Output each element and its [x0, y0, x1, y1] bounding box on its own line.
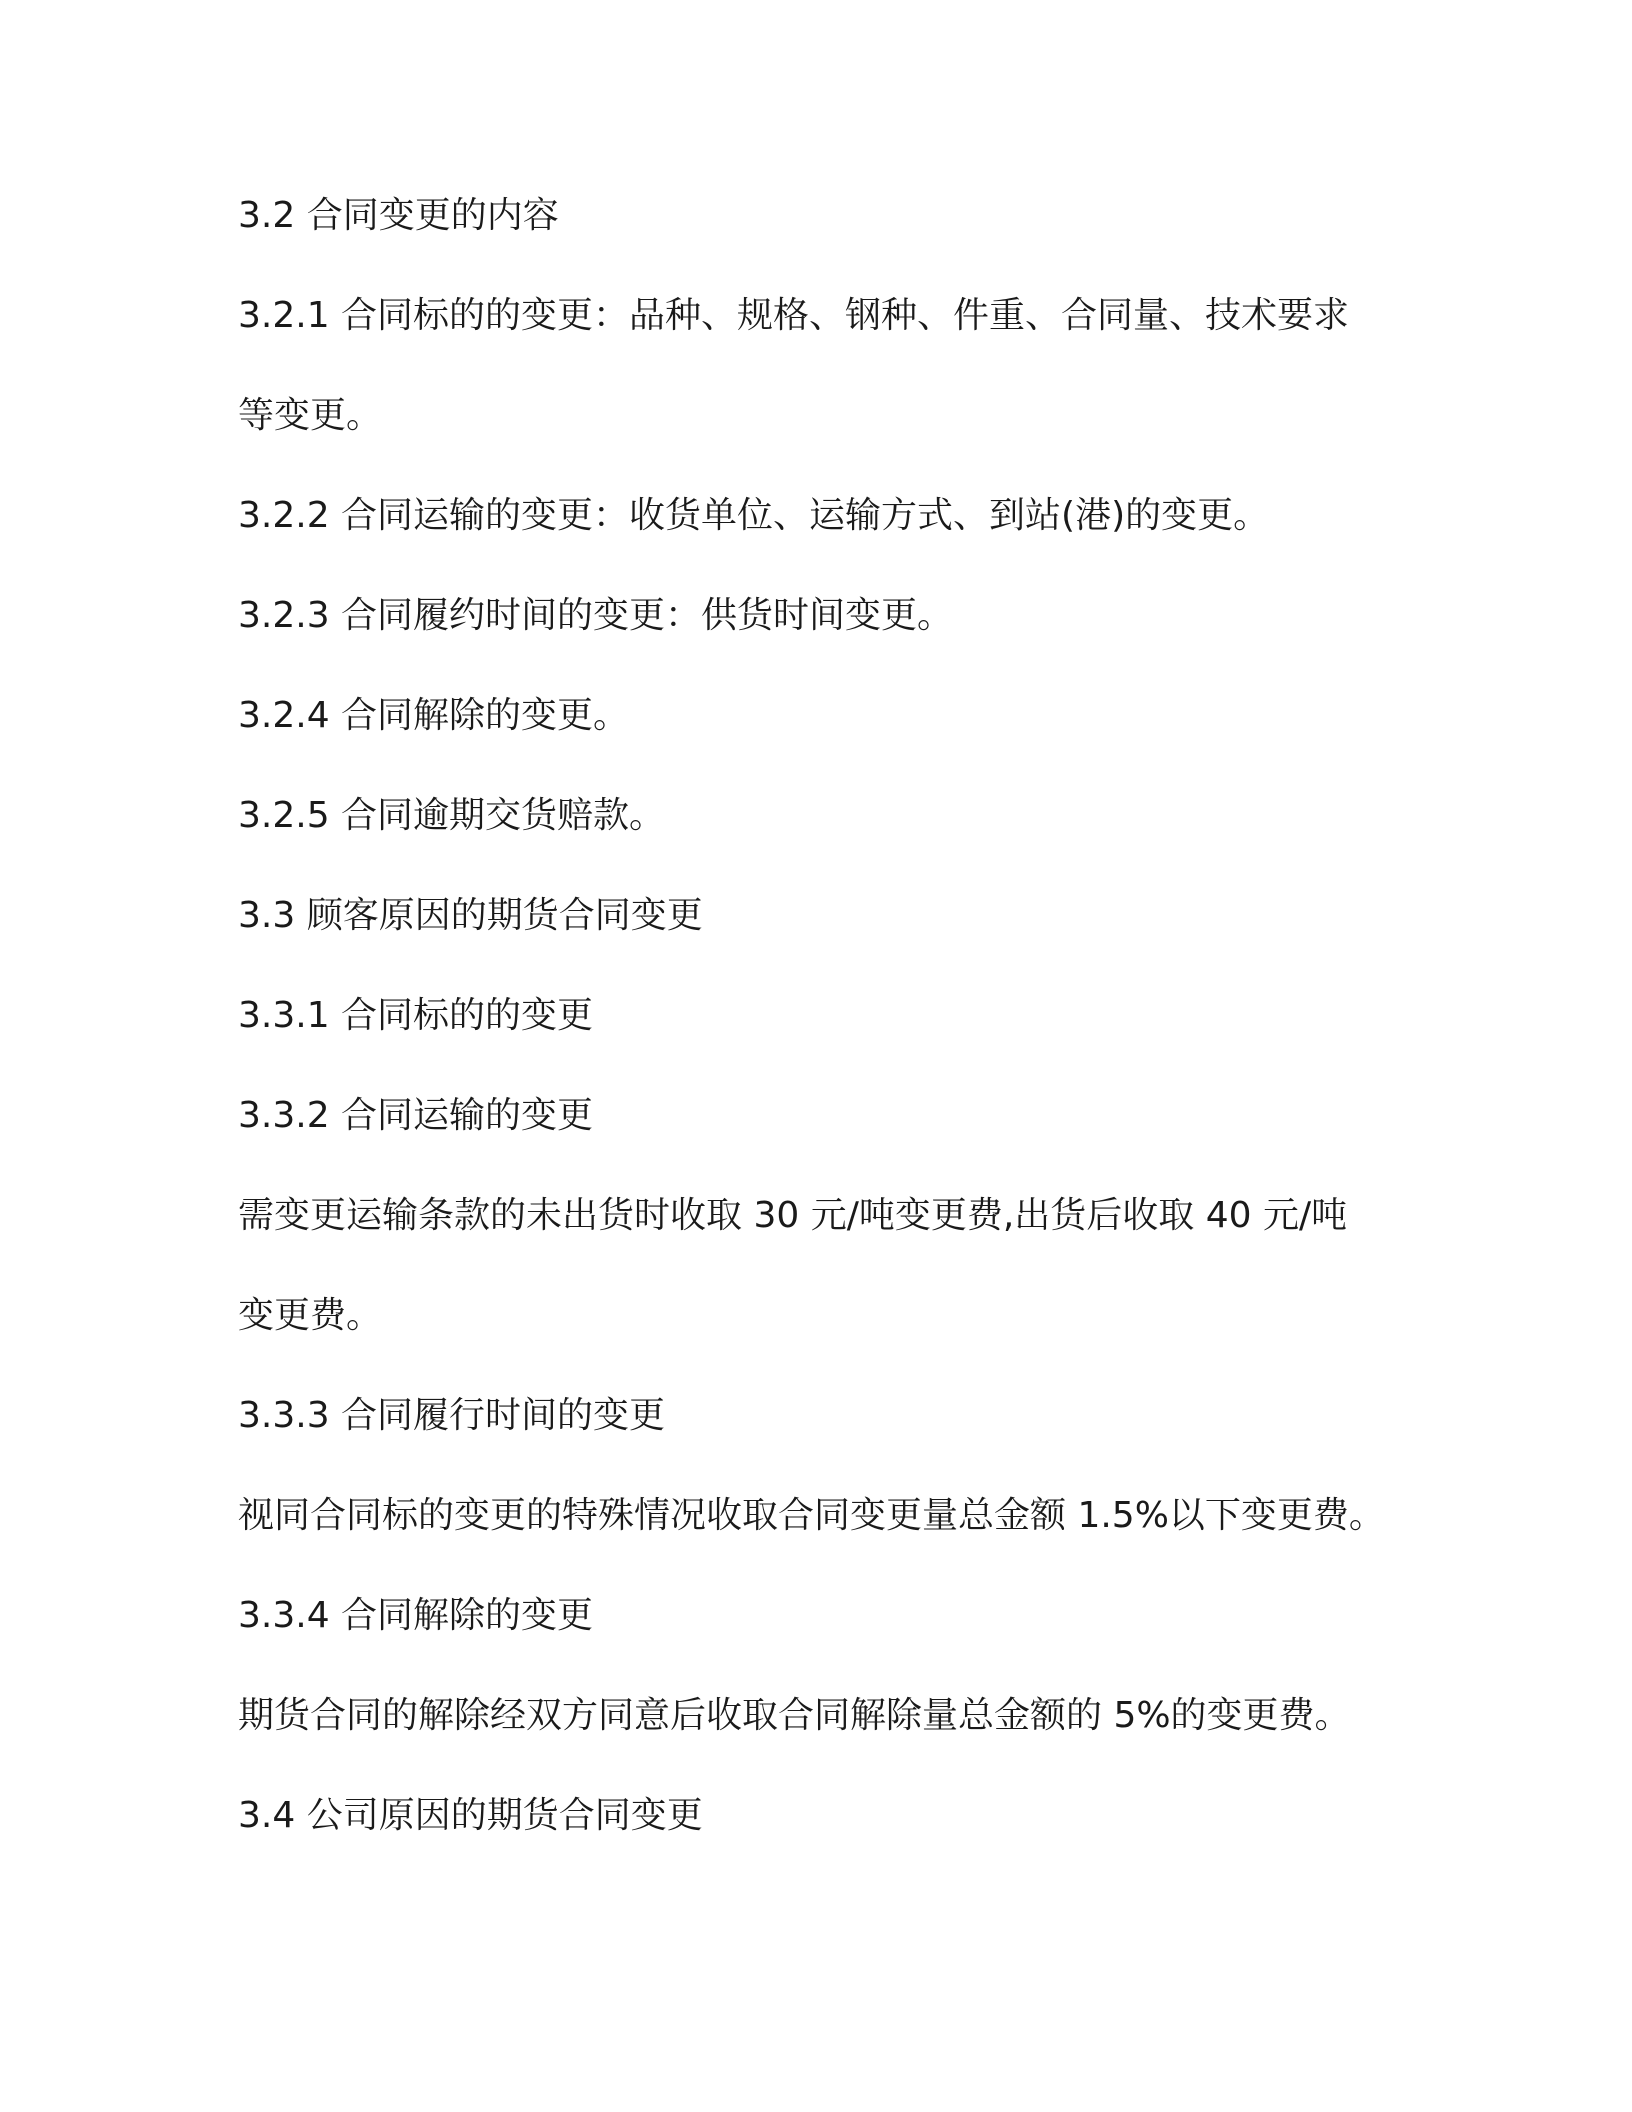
clause-3-3-3-body: 视同合同标的变更的特殊情况收取合同变更量总金额 1.5%以下变更费。 — [238, 1495, 1385, 1536]
clause-3-3-2: 3.3.2 合同运输的变更 — [238, 1095, 594, 1136]
clause-3-2-4: 3.2.4 合同解除的变更。 — [238, 695, 630, 736]
clause-3-2-5: 3.2.5 合同逾期交货赔款。 — [238, 795, 666, 836]
clause-3-2-1: 3.2.1 合同标的的变更：品种、规格、钢种、件重、合同量、技术要求 — [238, 295, 1350, 336]
clause-3-3-3: 3.3.3 合同履行时间的变更 — [238, 1395, 666, 1436]
section-heading-3-4: 3.4 公司原因的期货合同变更 — [238, 1795, 703, 1836]
section-heading-3-3: 3.3 顾客原因的期货合同变更 — [238, 895, 703, 936]
clause-3-2-1-continued: 等变更。 — [238, 395, 383, 436]
clause-3-3-2-body: 需变更运输条款的未出货时收取 30 元/吨变更费,出货后收取 40 元/吨 — [238, 1195, 1348, 1236]
clause-3-3-4-body: 期货合同的解除经双方同意后收取合同解除量总金额的 5%的变更费。 — [238, 1695, 1351, 1736]
clause-3-2-3: 3.2.3 合同履约时间的变更：供货时间变更。 — [238, 595, 954, 636]
clause-3-3-1: 3.3.1 合同标的的变更 — [238, 995, 594, 1036]
clause-3-2-2: 3.2.2 合同运输的变更：收货单位、运输方式、到站(港)的变更。 — [238, 495, 1270, 536]
clause-3-3-2-body-continued: 变更费。 — [238, 1295, 383, 1336]
section-heading-3-2: 3.2 合同变更的内容 — [238, 195, 559, 236]
clause-3-3-4: 3.3.4 合同解除的变更 — [238, 1595, 594, 1636]
